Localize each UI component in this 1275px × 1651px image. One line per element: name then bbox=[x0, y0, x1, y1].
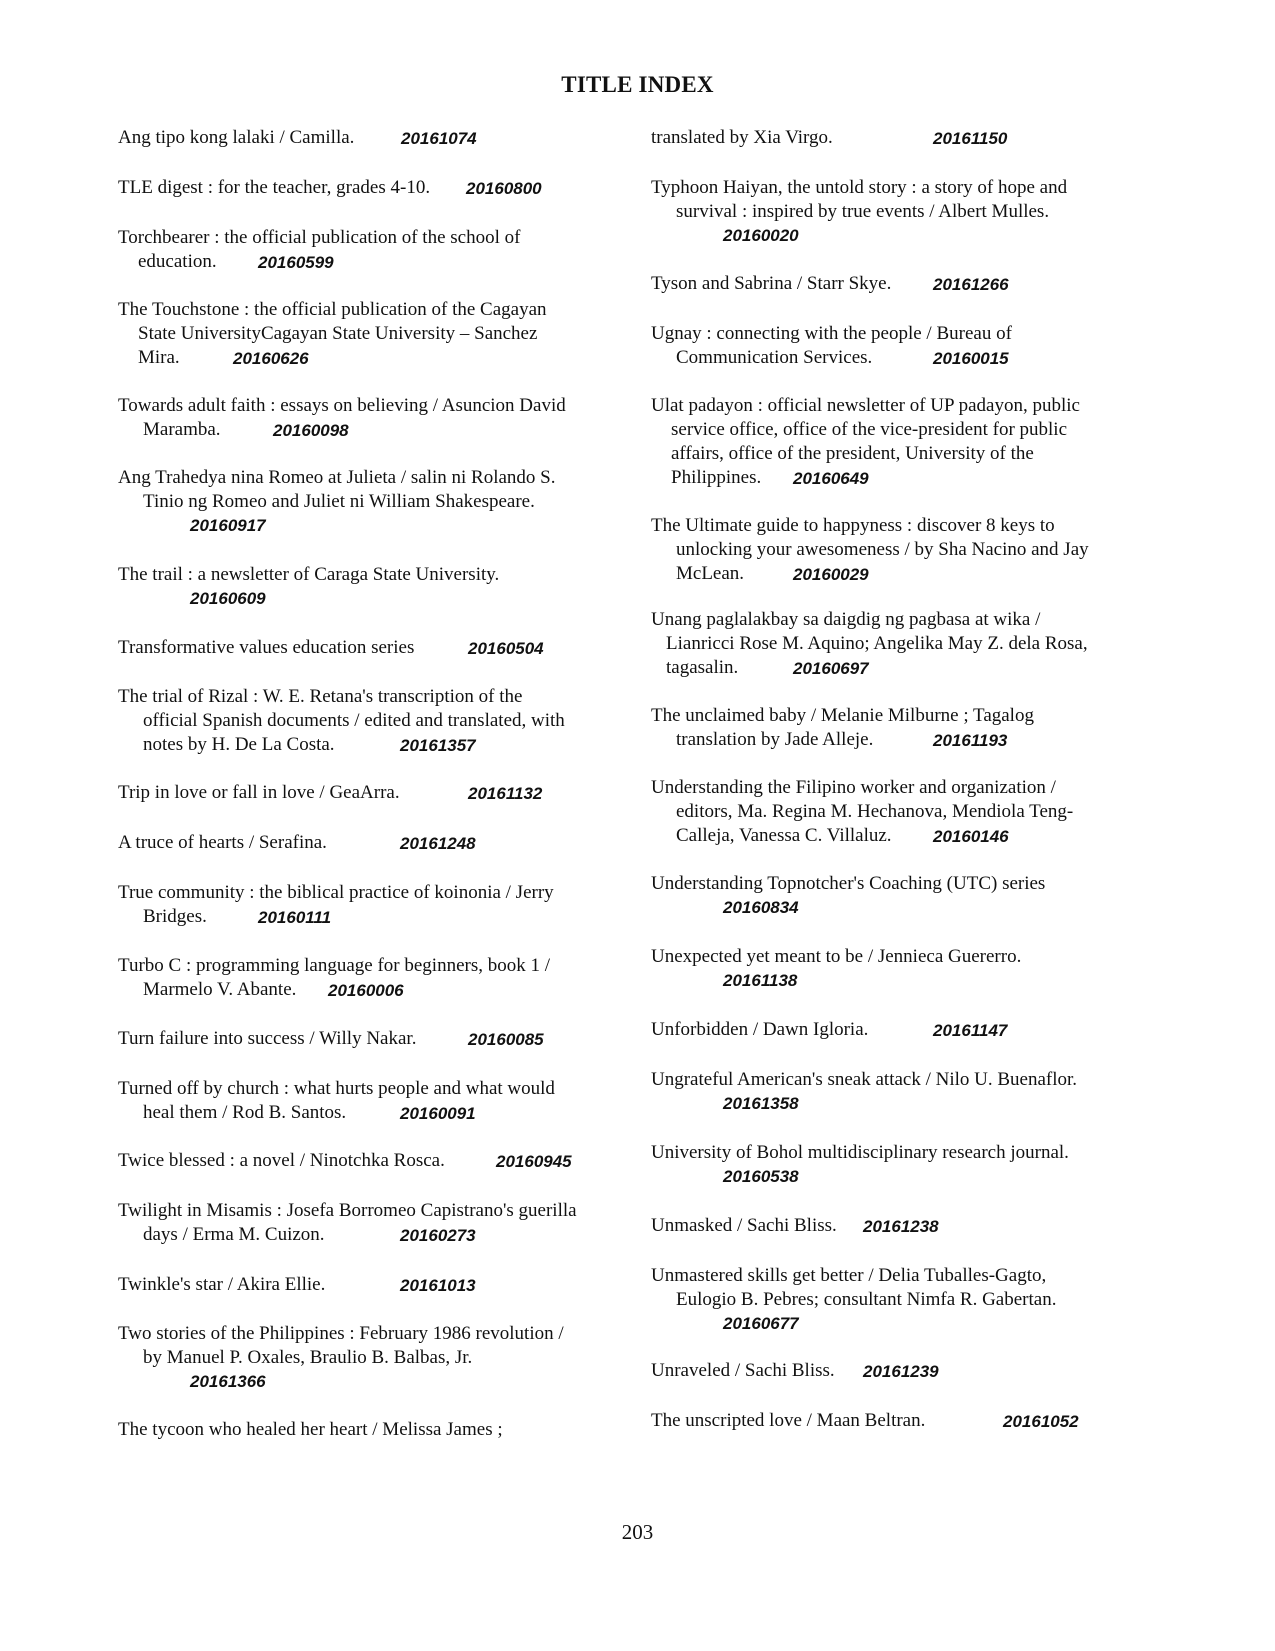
entry-record-number: 20160626 bbox=[233, 349, 309, 368]
index-entry bbox=[118, 954, 550, 1002]
entry-title-line: Bridges. bbox=[143, 906, 207, 927]
entry-title-line: Communication Services. bbox=[676, 347, 873, 368]
index-entry bbox=[118, 1418, 503, 1442]
entry-title-line: Eulogio B. Pebres; consultant Nimfa R. Gabertan. bbox=[676, 1289, 1057, 1310]
entry-title-line: Tinio ng Romeo and Juliet ni William Shakespeare. bbox=[143, 491, 535, 512]
entry-record-number: 20160504 bbox=[468, 639, 544, 658]
entry-record-number: 20160098 bbox=[273, 421, 349, 440]
entry-title-line: TLE digest : for the teacher, grades 4-10. bbox=[118, 177, 431, 198]
entry-record-number: 20161248 bbox=[400, 834, 476, 853]
index-entry bbox=[651, 1264, 1057, 1333]
entry-title-line: Unexpected yet meant to be / Jennieca Guererro. bbox=[651, 946, 1022, 967]
entry-record-number: 20160015 bbox=[933, 349, 1009, 368]
entry-title-line: The tycoon who healed her heart / Melissa James ; bbox=[118, 1419, 503, 1440]
entry-title-line: education. bbox=[138, 251, 217, 272]
entry-title-line: Turbo C : programming language for beginners, book 1 / bbox=[118, 955, 551, 976]
entry-title-line: Transformative values education series bbox=[118, 637, 415, 658]
index-entry bbox=[118, 881, 554, 929]
entry-record-number: 20161238 bbox=[863, 1217, 939, 1236]
entry-title-line: Unraveled / Sachi Bliss. bbox=[651, 1360, 835, 1381]
entry-record-number: 20160599 bbox=[258, 253, 334, 272]
index-entry bbox=[118, 1199, 577, 1247]
index-entry bbox=[651, 126, 1008, 150]
index-entry bbox=[118, 1149, 572, 1173]
entry-title-line: Calleja, Vanessa C. Villaluz. bbox=[676, 825, 892, 846]
index-entry bbox=[651, 1359, 939, 1383]
index-entry bbox=[651, 945, 1022, 990]
entry-title-line: A truce of hearts / Serafina. bbox=[118, 832, 327, 853]
index-entry bbox=[118, 831, 476, 855]
entry-record-number: 20160273 bbox=[400, 1226, 476, 1245]
entry-record-number: 20160146 bbox=[933, 827, 1009, 846]
entry-title-line: University of Bohol multidisciplinary research journal. bbox=[651, 1142, 1069, 1163]
entry-title-line: unlocking your awesomeness / by Sha Nacino and Jay bbox=[676, 539, 1089, 560]
entry-title-line: Twinkle's star / Akira Ellie. bbox=[118, 1274, 326, 1295]
index-entry bbox=[651, 176, 1068, 245]
entry-title-line: Ang tipo kong lalaki / Camilla. bbox=[118, 127, 355, 148]
index-entry bbox=[118, 394, 566, 442]
entry-record-number: 20161013 bbox=[400, 1276, 476, 1295]
index-entry bbox=[118, 176, 542, 200]
entry-record-number: 20161239 bbox=[863, 1362, 939, 1381]
entry-title-line: The Touchstone : the official publication of the Cagayan bbox=[118, 299, 547, 320]
index-entry bbox=[651, 704, 1034, 752]
page-number: 203 bbox=[621, 1520, 654, 1544]
entry-title-line: translation by Jade Alleje. bbox=[676, 729, 874, 750]
index-entry bbox=[118, 781, 543, 805]
entry-record-number: 20160029 bbox=[793, 565, 869, 584]
index-entry bbox=[118, 466, 556, 535]
entry-title-line: The trail : a newsletter of Caraga State University. bbox=[118, 564, 500, 585]
entry-title-line: Ang Trahedya nina Romeo at Julieta / salin ni Rolando S. bbox=[118, 467, 556, 488]
entry-title-line: Two stories of the Philippines : February 1986 revolution / bbox=[118, 1323, 564, 1344]
entry-title-line: The trial of Rizal : W. E. Retana's transcription of the bbox=[118, 686, 523, 707]
entry-title-line: editors, Ma. Regina M. Hechanova, Mendiola Teng- bbox=[676, 801, 1074, 822]
entry-title-line: Maramba. bbox=[143, 419, 221, 440]
entry-title-line: State UniversityCagayan State University – Sanchez bbox=[138, 323, 538, 344]
entry-record-number: 20160085 bbox=[468, 1030, 544, 1049]
entry-title-line: The unscripted love / Maan Beltran. bbox=[651, 1410, 926, 1431]
index-entry bbox=[118, 685, 565, 757]
index-entry bbox=[651, 608, 1088, 680]
entry-title-line: Torchbearer : the official publication of the school of bbox=[118, 227, 521, 248]
index-entry bbox=[651, 776, 1073, 848]
entry-record-number: 20160006 bbox=[328, 981, 404, 1000]
index-entry bbox=[118, 636, 544, 660]
entry-record-number: 20161150 bbox=[933, 129, 1008, 148]
entry-title-line: Mira. bbox=[138, 347, 180, 368]
index-entry bbox=[651, 1214, 939, 1238]
index-entry bbox=[118, 1322, 564, 1391]
entry-title-line: Ugnay : connecting with the people / Bureau of bbox=[651, 323, 1012, 344]
entry-title-line: McLean. bbox=[676, 563, 745, 584]
entry-title-line: affairs, office of the president, University of the bbox=[671, 443, 1034, 464]
entry-record-number: 20160538 bbox=[723, 1167, 799, 1186]
entry-title-line: Philippines. bbox=[671, 467, 762, 488]
index-entry bbox=[651, 394, 1080, 490]
index-entry bbox=[118, 298, 547, 370]
index-entry bbox=[118, 1027, 544, 1051]
entry-record-number: 20160677 bbox=[723, 1314, 799, 1333]
entry-record-number: 20161366 bbox=[190, 1372, 266, 1391]
index-entry bbox=[651, 1068, 1078, 1113]
entry-record-number: 20160917 bbox=[190, 516, 266, 535]
entry-title-line: Typhoon Haiyan, the untold story : a story of hope and bbox=[651, 177, 1068, 198]
entry-record-number: 20160697 bbox=[793, 659, 869, 678]
entry-title-line: Unforbidden / Dawn Igloria. bbox=[651, 1019, 869, 1040]
index-entry bbox=[118, 1273, 476, 1297]
index-entry bbox=[118, 126, 477, 150]
entry-record-number: 20161052 bbox=[1003, 1412, 1079, 1431]
page-title: TITLE INDEX bbox=[561, 72, 714, 97]
index-entry bbox=[651, 872, 1046, 917]
entry-title-line: True community : the biblical practice of koinonia / Jerry bbox=[118, 882, 554, 903]
entry-title-line: Tyson and Sabrina / Starr Skye. bbox=[651, 273, 892, 294]
entry-title-line: Towards adult faith : essays on believing / Asuncion David bbox=[118, 395, 566, 416]
entry-record-number: 20161358 bbox=[723, 1094, 799, 1113]
entry-title-line: The unclaimed baby / Melanie Milburne ; Tagalog bbox=[651, 705, 1034, 726]
entry-title-line: The Ultimate guide to happyness : discover 8 keys to bbox=[651, 515, 1055, 536]
entry-record-number: 20160020 bbox=[723, 226, 799, 245]
index-entry bbox=[651, 514, 1089, 586]
index-entry bbox=[651, 322, 1012, 370]
entry-title-line: official Spanish documents / edited and translated, with bbox=[143, 710, 565, 731]
index-entry bbox=[118, 563, 500, 608]
entry-record-number: 20160091 bbox=[400, 1104, 476, 1123]
entry-title-line: Twice blessed : a novel / Ninotchka Rosca. bbox=[118, 1150, 445, 1171]
entry-title-line: Ulat padayon : official newsletter of UP padayon, public bbox=[651, 395, 1080, 416]
entry-title-line: Unang paglalakbay sa daigdig ng pagbasa at wika / bbox=[651, 609, 1041, 630]
entry-record-number: 20161357 bbox=[400, 736, 476, 755]
index-entry bbox=[651, 272, 1009, 296]
entry-record-number: 20160609 bbox=[190, 589, 266, 608]
entry-title-line: Turn failure into success / Willy Nakar. bbox=[118, 1028, 417, 1049]
entry-title-line: translated by Xia Virgo. bbox=[651, 127, 833, 148]
entry-title-line: Lianricci Rose M. Aquino; Angelika May Z. dela Rosa, bbox=[666, 633, 1088, 654]
entry-record-number: 20161266 bbox=[933, 275, 1009, 294]
entry-record-number: 20161132 bbox=[468, 784, 543, 803]
index-entry bbox=[651, 1409, 1079, 1433]
entry-title-line: by Manuel P. Oxales, Braulio B. Balbas, Jr. bbox=[143, 1347, 473, 1368]
entry-record-number: 20160800 bbox=[466, 179, 542, 198]
entry-title-line: heal them / Rod B. Santos. bbox=[143, 1102, 347, 1123]
entry-title-line: Ungrateful American's sneak attack / Nilo U. Buenaflor. bbox=[651, 1069, 1078, 1090]
entry-record-number: 20160834 bbox=[723, 898, 799, 917]
index-entry bbox=[651, 1141, 1069, 1186]
entry-title-line: Trip in love or fall in love / GeaArra. bbox=[118, 782, 400, 803]
entry-record-number: 20160945 bbox=[496, 1152, 572, 1171]
entry-title-line: service office, office of the vice-president for public bbox=[671, 419, 1068, 440]
entry-title-line: Unmastered skills get better / Delia Tuballes-Gagto, bbox=[651, 1265, 1047, 1286]
entry-title-line: Marmelo V. Abante. bbox=[143, 979, 297, 1000]
entry-title-line: Unmasked / Sachi Bliss. bbox=[651, 1215, 837, 1236]
entry-record-number: 20160111 bbox=[258, 908, 332, 927]
index-entry bbox=[118, 1077, 555, 1125]
entry-record-number: 20161193 bbox=[933, 731, 1008, 750]
entry-title-line: Turned off by church : what hurts people and what would bbox=[118, 1078, 555, 1099]
entry-title-line: Understanding Topnotcher's Coaching (UTC) series bbox=[651, 873, 1046, 894]
index-entry bbox=[118, 226, 520, 274]
entry-record-number: 20161138 bbox=[723, 971, 798, 990]
entry-title-line: tagasalin. bbox=[666, 657, 739, 678]
entry-record-number: 20161074 bbox=[401, 129, 477, 148]
entry-record-number: 20160649 bbox=[793, 469, 869, 488]
index-entry bbox=[651, 1018, 1008, 1042]
entry-title-line: Twilight in Misamis : Josefa Borromeo Capistrano's guerilla bbox=[118, 1200, 577, 1221]
entry-title-line: survival : inspired by true events / Albert Mulles. bbox=[676, 201, 1050, 222]
entry-title-line: Understanding the Filipino worker and organization / bbox=[651, 777, 1056, 798]
entry-title-line: notes by H. De La Costa. bbox=[143, 734, 335, 755]
entry-record-number: 20161147 bbox=[933, 1021, 1008, 1040]
entry-title-line: days / Erma M. Cuizon. bbox=[143, 1224, 325, 1245]
